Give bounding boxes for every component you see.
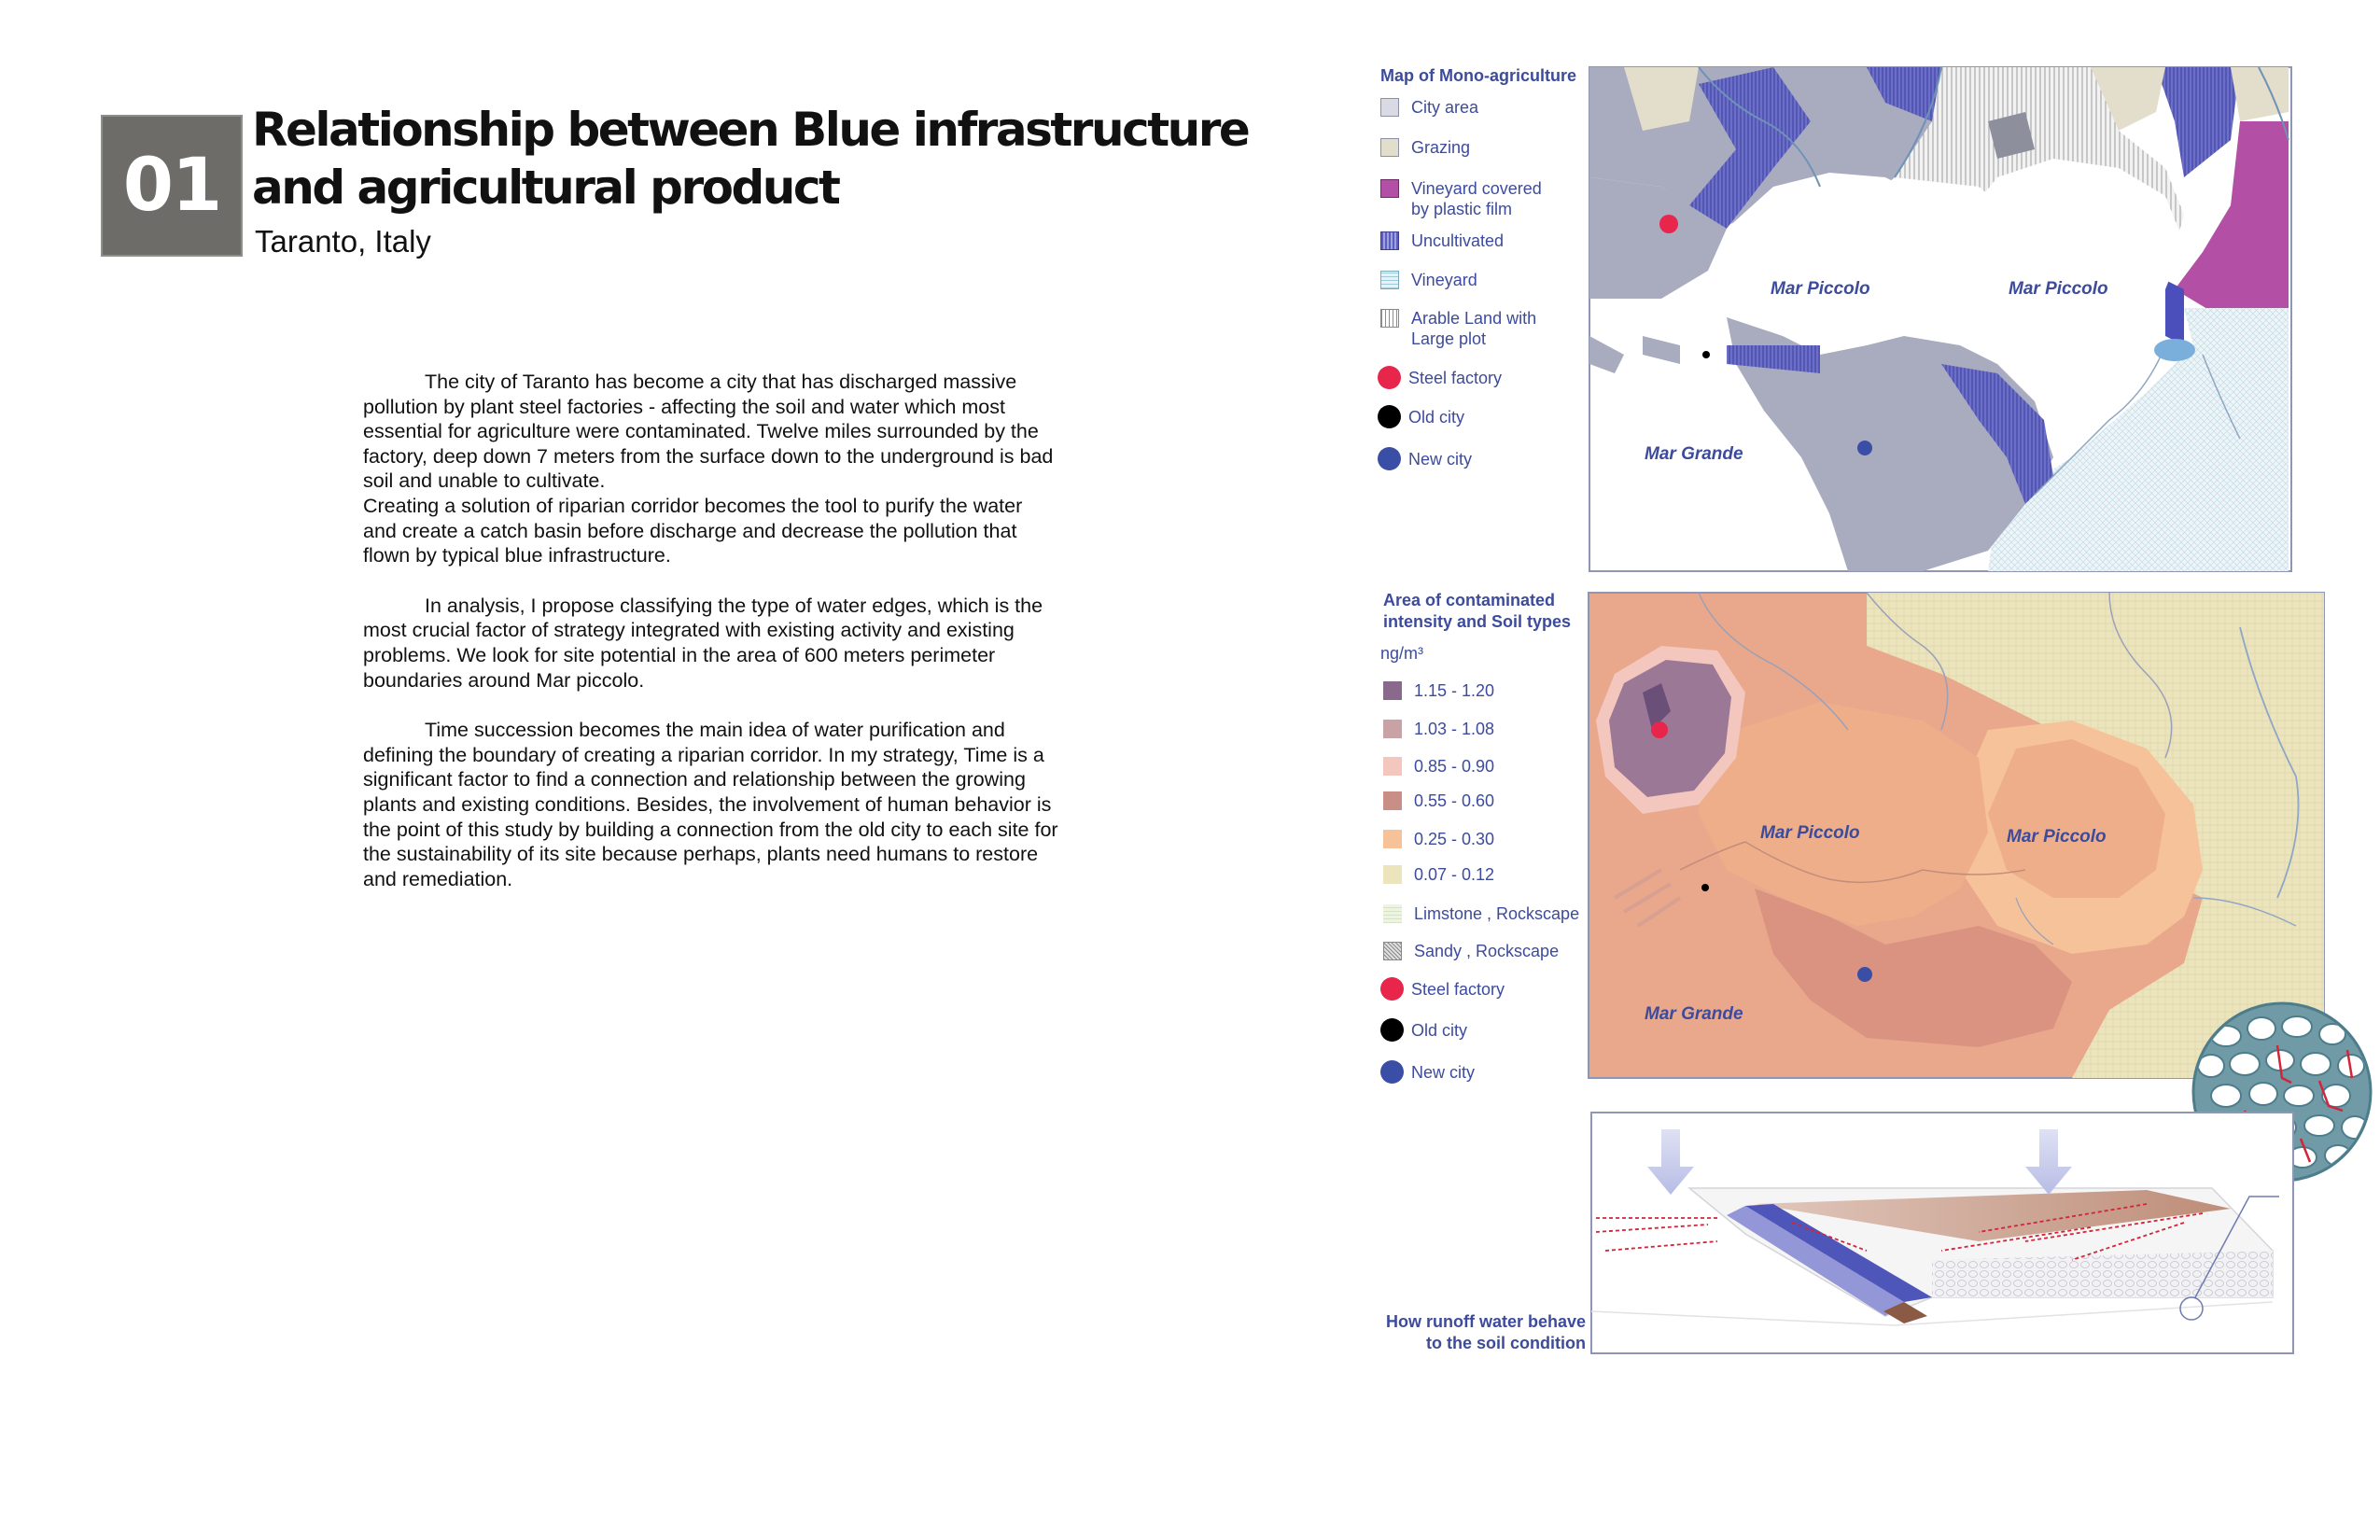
map2-title (1383, 590, 1571, 633)
map2-unit: ng/m³ (1380, 644, 1424, 663)
title-line-1: Relationship between Blue infrastructure (252, 103, 1249, 157)
map1-steel-factory-marker (1659, 215, 1678, 233)
legend-label: Steel factory (1408, 369, 1503, 387)
map2-legend-steel-factory (1383, 979, 1505, 1001)
map2-legend-3 (1383, 756, 1494, 777)
map1-old-city-marker (1702, 351, 1710, 358)
map1-label-mar-piccolo-2: Mar Piccolo (2009, 279, 2108, 299)
steel-factory-dot-icon (1378, 366, 1401, 389)
contamination-swatch (1383, 720, 1402, 738)
city-area-swatch (1380, 98, 1399, 117)
map1-legend-old-city (1380, 407, 1464, 428)
map2-legend-1 (1383, 680, 1494, 701)
legend-label: 1.15 - 1.20 (1414, 681, 1495, 700)
title-line-2: and agricultural product (252, 161, 839, 215)
vineyard-plastic-swatch (1380, 179, 1399, 198)
map2-legend-new-city (1383, 1062, 1475, 1084)
new-city-dot-icon (1380, 1060, 1404, 1084)
contamination-swatch (1383, 681, 1402, 700)
map2-legend-limestone (1383, 903, 1579, 924)
arable-swatch (1380, 309, 1399, 328)
legend-label: 0.85 - 0.90 (1414, 757, 1495, 776)
map1-legend-arable (1380, 308, 1551, 349)
steel-factory-dot-icon (1380, 977, 1404, 1001)
paragraph-1-text: The city of Taranto has become a city that has discharged massive pollution by plant steel factories - affecting the soil and water which most essential for agriculture were contaminated. Twelve miles surrounded by the factory, deep down 7 meters from the surface down to the underground is bad soil and unable to cultivate. Creating a solution of riparian corridor becomes the tool to purify the water and create a catch basin before discharge and decrease the pollution that flown by typical blue infrastructure. (363, 371, 1054, 567)
legend-label: Limstone , Rockscape (1414, 904, 1580, 923)
map1-title: Map of Mono-agriculture (1380, 66, 1576, 85)
map1-legend-uncultivated (1380, 231, 1504, 251)
sandy-swatch (1383, 942, 1402, 960)
contamination-swatch (1383, 791, 1402, 810)
section-number: 01 (122, 144, 221, 228)
legend-label: Arable Land with Large plot (1411, 309, 1537, 348)
map2-new-city-marker (1857, 967, 1872, 982)
uncultivated-swatch (1380, 231, 1399, 250)
contamination-swatch (1383, 830, 1402, 848)
contamination-swatch (1383, 865, 1402, 884)
map2-legend-6 (1383, 864, 1494, 885)
legend-label: Vineyard covered by plastic film (1411, 179, 1542, 218)
map2-legend-old-city (1383, 1020, 1467, 1042)
legend-label: Sandy , Rockscape (1414, 942, 1560, 960)
map2-title-line-1: Area of contaminated (1383, 591, 1556, 609)
limestone-swatch (1383, 904, 1402, 923)
map1-legend-city-area (1380, 97, 1478, 118)
old-city-dot-icon (1378, 405, 1401, 428)
diagram-caption-line-1: How runoff water behave (1385, 1312, 1586, 1331)
runoff-soil-diagram (1587, 1111, 2296, 1363)
section-number-badge (101, 115, 243, 257)
body-text (363, 370, 1058, 917)
map2-legend-4 (1383, 791, 1494, 811)
map2-label-mar-piccolo-1: Mar Piccolo (1760, 823, 1860, 843)
map2-label-mar-piccolo-2: Mar Piccolo (2007, 827, 2107, 847)
paragraph-2 (363, 594, 1058, 693)
map1-label-mar-piccolo-1: Mar Piccolo (1771, 279, 1870, 299)
map2-label-mar-grande: Mar Grande (1645, 1004, 1743, 1024)
map1-new-city-marker (1857, 441, 1872, 455)
legend-label: Vineyard (1411, 271, 1477, 289)
legend-label: New city (1411, 1063, 1476, 1082)
mono-agriculture-map (1587, 65, 2324, 577)
legend-label: Uncultivated (1411, 231, 1505, 250)
legend-label: Old city (1411, 1021, 1468, 1040)
map2-legend-2 (1383, 719, 1494, 739)
map2-steel-factory-marker (1651, 721, 1668, 738)
map2-legend-sandy (1383, 941, 1559, 961)
map1-legend-vineyard-plastic (1380, 178, 1561, 219)
legend-label: New city (1408, 450, 1473, 469)
map2-legend-5 (1383, 829, 1494, 849)
map1-legend-vineyard (1380, 270, 1477, 290)
legend-label: Old city (1408, 408, 1465, 427)
map2-old-city-marker (1701, 884, 1709, 891)
legend-label: City area (1411, 98, 1479, 117)
paragraph-1 (363, 370, 1058, 568)
map1-legend-new-city (1380, 449, 1472, 470)
legend-label: 0.25 - 0.30 (1414, 830, 1495, 848)
legend-label: 0.07 - 0.12 (1414, 865, 1495, 884)
map1-label-mar-grande: Mar Grande (1645, 444, 1743, 464)
legend-label: 1.03 - 1.08 (1414, 720, 1495, 738)
new-city-dot-icon (1378, 447, 1401, 470)
map1-legend-grazing (1380, 137, 1470, 158)
old-city-dot-icon (1380, 1018, 1404, 1042)
legend-label: Steel factory (1411, 980, 1505, 999)
contamination-swatch (1383, 757, 1402, 776)
paragraph-3-text: Time succession becomes the main idea of water purification and defining the boundary of creating a riparian corridor. In my strategy, Time is a significant factor to find a connection and relationship between the growing plants and existing conditions. Besides, the involvement of human behavior is the point of this study by building a connection from the old city to each site for the sustainability of its site because perhaps, plants need humans to restore and remediation. (363, 719, 1058, 890)
map1-legend-steel-factory (1380, 368, 1502, 389)
map2-title-line-2: intensity and Soil types (1383, 612, 1572, 631)
paragraph-2-text: In analysis, I propose classifying the type of water edges, which is the most crucial factor of strategy integrated with existing activity and existing problems. We look for site potential in the area of 600 meters perimeter boundaries around Mar piccolo. (363, 594, 1043, 692)
page-subtitle: Taranto, Italy (255, 224, 431, 259)
diagram-caption (1377, 1311, 1586, 1354)
paragraph-3 (363, 718, 1058, 891)
grazing-swatch (1380, 138, 1399, 157)
diagram-caption-line-2: to the soil condition (1426, 1334, 1586, 1352)
page-title (252, 101, 1279, 217)
legend-label: 0.55 - 0.60 (1414, 791, 1495, 810)
vineyard-swatch (1380, 271, 1399, 289)
legend-label: Grazing (1411, 138, 1471, 157)
